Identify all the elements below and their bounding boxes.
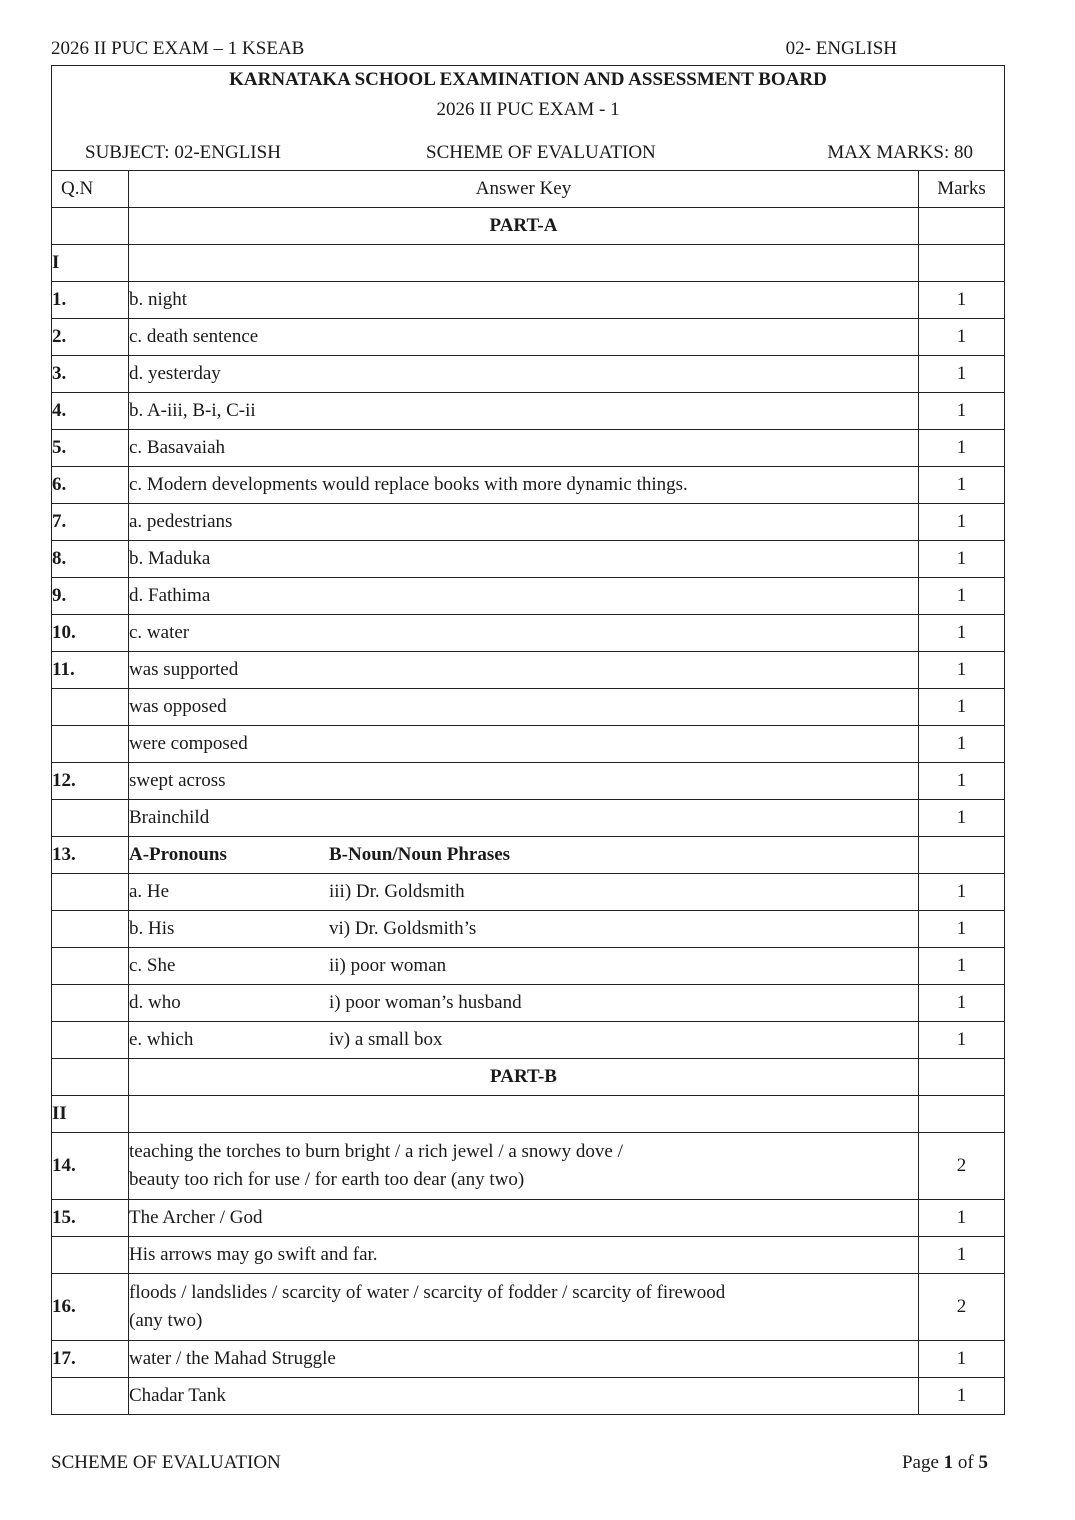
marks-value: 1 [919, 393, 1005, 430]
question-number: 6. [52, 467, 129, 504]
answer-column-header: Answer Key [129, 171, 919, 208]
column-header-row [52, 171, 1005, 208]
answer-line: beauty too rich for use / for earth too dear (any two) [129, 1169, 525, 1190]
question-number: I [52, 245, 129, 282]
marks-value: 1 [919, 356, 1005, 393]
marks-value: 1 [919, 800, 1005, 837]
answer-text: c. Modern developments would replace books with more dynamic things. [129, 467, 919, 504]
table-row [52, 467, 1005, 504]
page-number [902, 1452, 988, 1474]
table-row [52, 504, 1005, 541]
marks-value: 1 [919, 763, 1005, 800]
answer-line: floods / landslides / scarcity of water / scarcity of fodder / scarcity of firewood [129, 1282, 726, 1303]
board-header-row [52, 66, 1005, 171]
page-of-label: of [957, 1452, 974, 1473]
answer-text [129, 245, 919, 282]
table-row [52, 208, 1005, 245]
match-column-a: A-Pronouns [129, 844, 227, 865]
page-current: 1 [943, 1452, 954, 1473]
part-heading: PART-B [129, 1059, 919, 1096]
marks-value: 1 [919, 319, 1005, 356]
page-label: Page [901, 1452, 939, 1473]
question-number: 3. [52, 356, 129, 393]
table-row [52, 689, 1005, 726]
marks-value: 1 [919, 652, 1005, 689]
question-number: 13. [52, 837, 129, 874]
answer-text: b. A-iii, B-i, C-ii [129, 393, 919, 430]
header-subject: 02- ENGLISH [785, 38, 897, 59]
table-row [52, 874, 1005, 911]
table-row [52, 430, 1005, 467]
table-row [52, 1022, 1005, 1059]
match-column-b: B-Noun/Noun Phrases [329, 844, 511, 865]
match-column-a: c. She [129, 955, 176, 976]
match-column-b: vi) Dr. Goldsmith’s [329, 918, 477, 939]
table-row [52, 319, 1005, 356]
answer-text: The Archer / God [129, 1200, 919, 1237]
marks-value [919, 245, 1005, 282]
table-row [52, 726, 1005, 763]
footer-scheme-label: SCHEME OF EVALUATION [51, 1452, 281, 1473]
marks-value: 1 [919, 541, 1005, 578]
header-exam-title: 2026 II PUC EXAM – 1 KSEAB [51, 38, 305, 59]
answer-text [129, 1133, 919, 1200]
match-column-a: b. His [129, 918, 175, 939]
page-total: 5 [978, 1452, 988, 1473]
answer-text: c. death sentence [129, 319, 919, 356]
table-row [52, 1096, 1005, 1133]
table-row [52, 763, 1005, 800]
match-column-b: ii) poor woman [329, 955, 447, 976]
marks-value: 1 [919, 1237, 1005, 1274]
answer-text: d. Fathima [129, 578, 919, 615]
marks-value: 1 [919, 430, 1005, 467]
answer-text: c. Basavaiah [129, 430, 919, 467]
marks-value: 1 [919, 726, 1005, 763]
evaluation-table [51, 65, 1005, 1415]
marks-value: 1 [919, 948, 1005, 985]
table-row [52, 245, 1005, 282]
marks-value: 1 [919, 911, 1005, 948]
table-row [52, 578, 1005, 615]
marks-value [919, 837, 1005, 874]
answer-text: a. pedestrians [129, 504, 919, 541]
question-number: 11. [52, 652, 129, 689]
question-number [52, 948, 129, 985]
question-number [52, 1059, 129, 1096]
table-row [52, 800, 1005, 837]
answer-text: d. yesterday [129, 356, 919, 393]
match-pair [129, 948, 919, 985]
marks-value: 1 [919, 1022, 1005, 1059]
table-row [52, 356, 1005, 393]
table-row [52, 1133, 1005, 1200]
question-number: 8. [52, 541, 129, 578]
marks-value: 1 [919, 615, 1005, 652]
table-row [52, 985, 1005, 1022]
question-number [52, 1378, 129, 1415]
answer-text: was supported [129, 652, 919, 689]
answer-text [129, 1096, 919, 1133]
question-number: 7. [52, 504, 129, 541]
question-number [52, 1022, 129, 1059]
table-row [52, 652, 1005, 689]
table-row [52, 1341, 1005, 1378]
match-pair [129, 911, 919, 948]
table-row [52, 837, 1005, 874]
question-number: 17. [52, 1341, 129, 1378]
match-pair [129, 837, 919, 874]
question-number: 12. [52, 763, 129, 800]
match-column-a: a. He [129, 881, 170, 902]
question-number [52, 689, 129, 726]
question-number: 5. [52, 430, 129, 467]
question-number: 9. [52, 578, 129, 615]
page-header [51, 38, 897, 62]
match-column-b: i) poor woman’s husband [329, 992, 522, 1013]
table-row [52, 1200, 1005, 1237]
part-heading: PART-A [129, 208, 919, 245]
question-number: 14. [52, 1133, 129, 1200]
marks-value: 1 [919, 282, 1005, 319]
question-number: 4. [52, 393, 129, 430]
marks-value: 2 [919, 1274, 1005, 1341]
marks-value: 1 [919, 689, 1005, 726]
match-column-b: iv) a small box [329, 1029, 443, 1050]
table-row [52, 1274, 1005, 1341]
table-row [52, 1059, 1005, 1096]
question-number: 15. [52, 1200, 129, 1237]
answer-text: b. Maduka [129, 541, 919, 578]
question-number: 10. [52, 615, 129, 652]
question-number [52, 1237, 129, 1274]
question-number: 1. [52, 282, 129, 319]
marks-value: 1 [919, 1200, 1005, 1237]
marks-value: 1 [919, 1341, 1005, 1378]
answer-text [129, 1274, 919, 1341]
table-row [52, 1237, 1005, 1274]
answer-text: b. night [129, 282, 919, 319]
answer-text: Brainchild [129, 800, 919, 837]
board-title: KARNATAKA SCHOOL EXAMINATION AND ASSESSMENT BOARD [229, 69, 827, 90]
marks-value [919, 1059, 1005, 1096]
question-number [52, 985, 129, 1022]
marks-value: 1 [919, 874, 1005, 911]
question-number: II [52, 1096, 129, 1133]
answer-text: swept across [129, 763, 919, 800]
marks-value [919, 1096, 1005, 1133]
qn-column-header: Q.N [52, 171, 129, 208]
subject-label: SUBJECT: 02-ENGLISH [85, 142, 281, 163]
question-number [52, 800, 129, 837]
scheme-label: SCHEME OF EVALUATION [426, 142, 656, 163]
question-number: 16. [52, 1274, 129, 1341]
marks-value: 1 [919, 467, 1005, 504]
page-footer [51, 1452, 988, 1476]
question-number [52, 874, 129, 911]
answer-text: His arrows may go swift and far. [129, 1237, 919, 1274]
question-number [52, 726, 129, 763]
marks-column-header: Marks [919, 171, 1005, 208]
answer-line: teaching the torches to burn bright / a rich jewel / a snowy dove / [129, 1141, 623, 1162]
match-column-a: d. who [129, 992, 181, 1013]
answer-text: was opposed [129, 689, 919, 726]
match-pair [129, 874, 919, 911]
table-row [52, 282, 1005, 319]
answer-text: water / the Mahad Struggle [129, 1341, 919, 1378]
table-row [52, 615, 1005, 652]
marks-value: 2 [919, 1133, 1005, 1200]
table-row [52, 393, 1005, 430]
question-number: 2. [52, 319, 129, 356]
marks-value [919, 208, 1005, 245]
match-pair [129, 1022, 919, 1059]
question-number [52, 208, 129, 245]
marks-value: 1 [919, 1378, 1005, 1415]
match-pair [129, 985, 919, 1022]
answer-text: c. water [129, 615, 919, 652]
answer-text: Chadar Tank [129, 1378, 919, 1415]
question-number [52, 911, 129, 948]
max-marks-label: MAX MARKS: 80 [827, 142, 974, 163]
match-column-a: e. which [129, 1029, 194, 1050]
answer-line: (any two) [129, 1310, 203, 1331]
marks-value: 1 [919, 578, 1005, 615]
marks-value: 1 [919, 985, 1005, 1022]
table-row [52, 948, 1005, 985]
table-row [52, 1378, 1005, 1415]
table-row [52, 541, 1005, 578]
table-row [52, 911, 1005, 948]
marks-value: 1 [919, 504, 1005, 541]
answer-text: were composed [129, 726, 919, 763]
match-column-b: iii) Dr. Goldsmith [329, 881, 465, 902]
exam-title: 2026 II PUC EXAM - 1 [436, 99, 620, 120]
